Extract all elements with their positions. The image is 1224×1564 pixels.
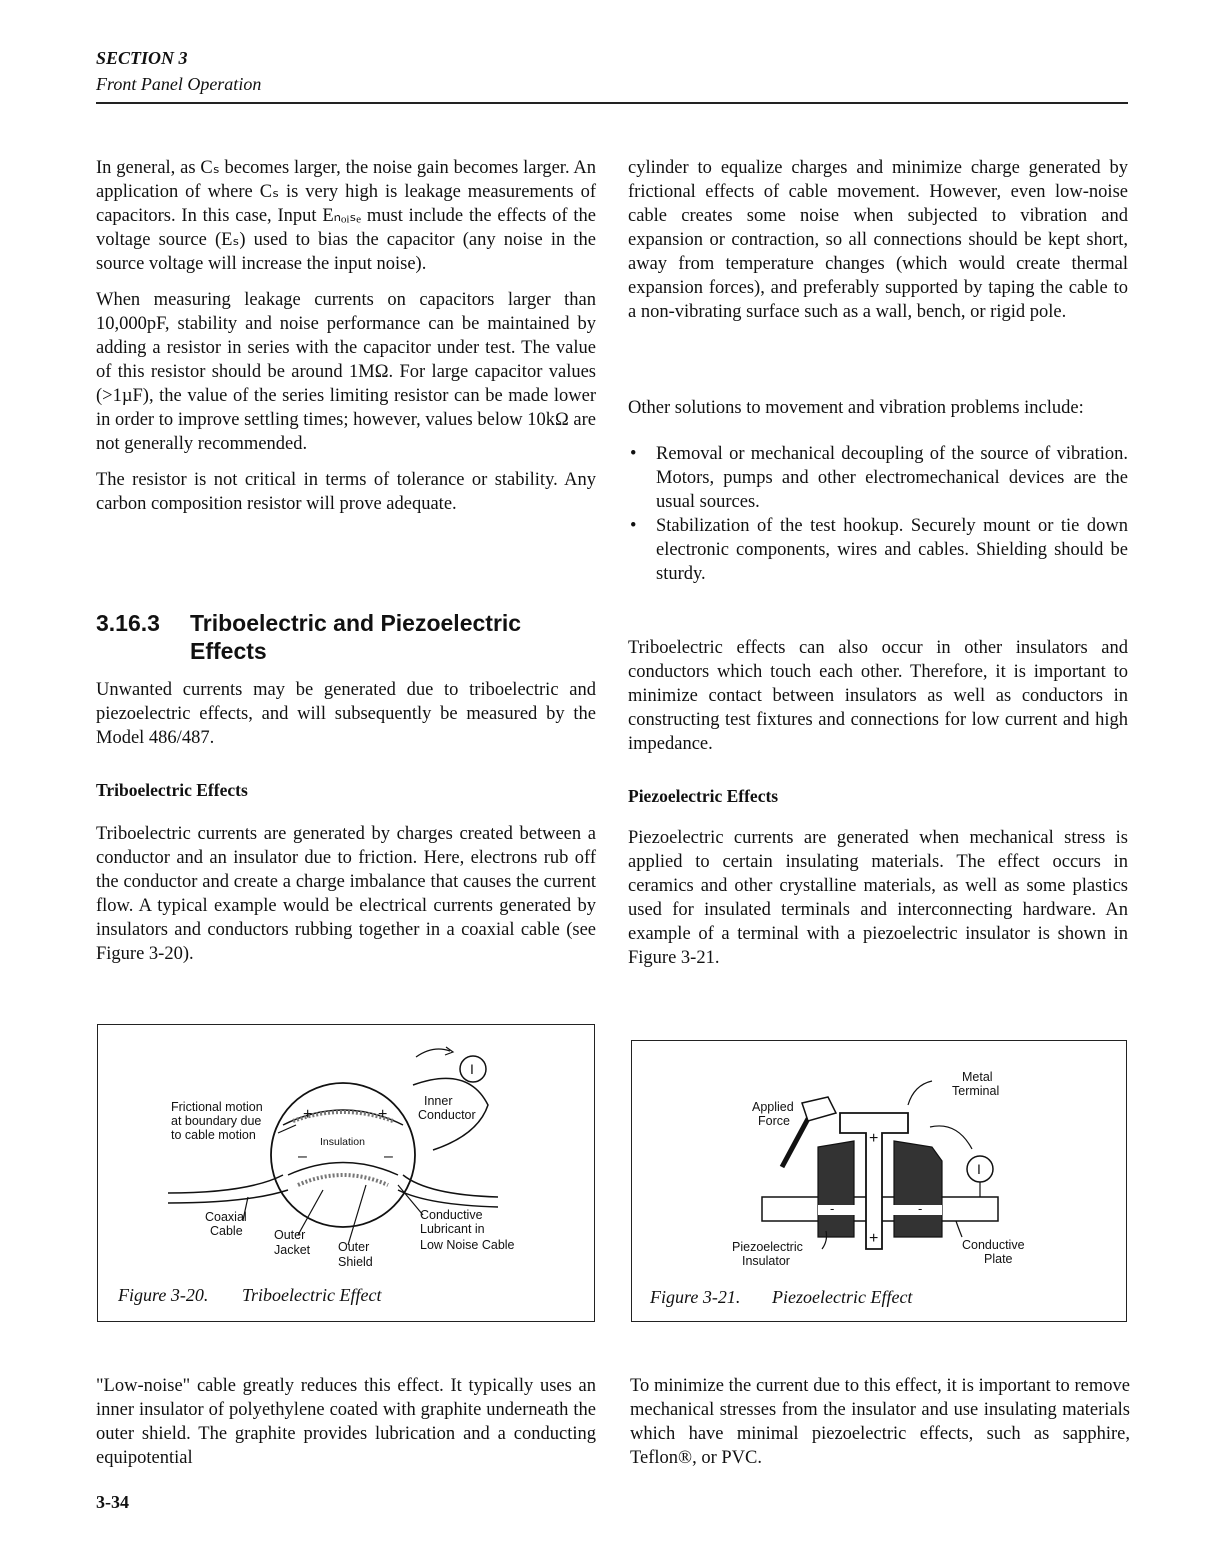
label-piezo-1: Piezoelectric [732,1240,803,1254]
leader-line [908,1081,932,1105]
section-heading-line2: Effects [190,638,267,664]
label-shield-1: Outer [338,1240,370,1254]
paragraph: Triboelectric currents are generated by charges created between a conductor and an insulator due to friction. Here, electrons rub off the conductor and create a charge imbalance that causes the current flow. A typical example would be electrical currents generated by insulators and conductors rubbing together in a coaxial cable (see Figure 3-20). [96,824,596,964]
label-friction-2: at boundary due [171,1114,262,1128]
current-label: I [470,1061,474,1077]
right-column-lower [628,826,1128,982]
label-metal-1: Metal [962,1070,993,1084]
plus-sign: + [378,1106,388,1123]
figure-caption-number: Figure 3-20. [118,1285,209,1305]
right-column-list [628,396,1128,598]
minus-sign: – [298,1148,307,1165]
figure-caption-title: Piezoelectric Effect [772,1287,913,1307]
paragraph: Other solutions to movement and vibration problems include: [628,398,1084,418]
bullet-text: Removal or mechanical decoupling of the source of vibration. Motors, pumps and other electromechanical devices are the usual sources. [656,444,1128,512]
label-coax-1: Coaxial [205,1210,247,1224]
insulator-right [894,1141,942,1237]
subheading-triboelectric: Triboelectric Effects [96,780,248,800]
leader-line [956,1221,962,1237]
paragraph: Piezoelectric currents are generated when mechanical stress is applied to certain insulating materials. The effect occurs in ceramics and other crystalline materials, as well as some plastics used for insulated terminals and interconnecting hardware. An example of a terminal with a piezoelectric insulator is shown in Figure 3-21. [628,828,1128,968]
label-lubricant-2: Lubricant in [420,1222,485,1236]
paragraph: When measuring leakage currents on capacitors larger than 10,000pF, stability and noise performance can be maintained by adding a resistor in series with the capacitor under test. The value of this resistor should be around 1MΩ. For large capacitor values (>1µF), the value of the series limiting resistor can be made lower in order to improve settling times; however, values below 10kΩ are not generally recommended. [96,290,596,454]
magnifier-circle [271,1083,415,1227]
label-friction-3: to cable motion [171,1128,256,1142]
subheading-piezoelectric: Piezoelectric Effects [628,786,779,806]
left-column-bottom [96,1374,596,1482]
paragraph: cylinder to equalize charges and minimize charge generated by frictional effects of cable movement. However, even low-noise cable creates some noise when subjected to vibration and expansion or contraction, so all connections should be kept short, away from temperature changes (which would create thermal expansion forces), and preferably supported by taping the cable to a non-vibrating surface such as a wall, bench, or rigid pole. [628,158,1128,322]
piezoelectric-diagram [632,1041,1126,1281]
label-inner-2: Conductor [418,1108,476,1122]
section-label: SECTION 3 [96,48,188,68]
right-subsection [628,786,1128,807]
insulator-left [818,1141,854,1237]
triboelectric-diagram [98,1025,594,1275]
label-friction-1: Frictional motion [171,1100,263,1114]
leader-line [278,1125,296,1133]
plus-sign: + [303,1106,313,1123]
list-item: • Removal or mechanical decoupling of the source of vibration. Motors, pumps and other electromechanical devices are the usual sources. [630,444,1128,512]
paragraph: Unwanted currents may be generated due to triboelectric and piezoelectric effects, and will subsequently be measured by the Model 486/487. [96,680,596,748]
label-plate-1: Conductive [962,1238,1025,1252]
left-column-top [96,156,596,528]
label-force-2: Force [758,1114,790,1128]
paragraph: Triboelectric effects can also occur in other insulators and conductors which touch each other. Therefore, it is important to minimize contact between insulators as well as conductors in constructing test fixtures and connections for low current and high impedance. [628,638,1128,754]
label-jacket-1: Outer [274,1228,306,1242]
header-rule [96,102,1128,104]
hammer-head-icon [802,1097,836,1121]
paragraph: "Low-noise" cable greatly reduces this effect. It typically uses an inner insulator of polyethylene coated with graphite underneath the outer shield. The graphite provides lubrication and a conducting equipotential [96,1376,596,1468]
lubricant-arc [298,1175,388,1185]
label-inner-1: Inner [424,1094,453,1108]
paragraph: The resistor is not critical in terms of tolerance or stability. Any carbon composition resistor will prove adequate. [96,470,596,514]
section-heading-line1: Triboelectric and Piezoelectric [190,610,522,636]
figure-3-20 [97,1024,595,1322]
label-coax-2: Cable [210,1224,243,1238]
list-item: • Stabilization of the test hookup. Securely mount or tie down electronic components, wires and cables. Shielding should be sturdy. [630,516,1128,584]
label-lubricant-1: Conductive [420,1208,483,1222]
figure-caption-number: Figure 3-21. [650,1287,741,1307]
paragraph: In general, as Cₛ becomes larger, the noise gain becomes larger. An application of where Cₛ is very high is leakage measurements of capacitors. In this case, Input Eₙₒᵢₛₑ must include the effects of the voltage source (Eₛ) used to bias the capacitor (any noise in the source voltage will increase the input noise). [96,158,596,274]
figure-caption-title: Triboelectric Effect [242,1285,382,1305]
page-number: 3-34 [96,1492,129,1512]
bullet-list [628,442,1128,586]
left-subsection [96,780,596,801]
current-arrow-icon [930,1126,972,1149]
right-column-top [628,156,1128,336]
current-arrow-icon [416,1049,450,1057]
leader-line [348,1185,366,1245]
minus-sign: - [918,1201,923,1216]
label-insulation: Insulation [320,1136,365,1148]
cable-outline [168,1190,288,1203]
label-lubricant-3: Low Noise Cable [420,1238,515,1252]
minus-sign: - [830,1201,835,1216]
label-shield-2: Shield [338,1255,373,1269]
plus-sign: + [869,1230,879,1247]
label-jacket-2: Jacket [274,1243,311,1257]
plus-sign: + [869,1130,879,1147]
right-column-bottom [630,1374,1130,1482]
label-plate-2: Plate [984,1252,1013,1266]
current-label: I [977,1161,981,1177]
section-subtitle: Front Panel Operation [96,74,262,94]
label-force-1: Applied [752,1100,794,1114]
paragraph: To minimize the current due to this effect, it is important to remove mechanical stresses from the insulator and use insulating materials which have minimal piezoelectric effects, such as sapphire, Teflon®, or PVC. [630,1376,1130,1468]
cable-outline [403,1175,498,1197]
label-piezo-2: Insulator [742,1254,790,1268]
bullet-text: Stabilization of the test hookup. Securely mount or tie down electronic components, wires and cables. Shielding should be sturdy. [656,516,1128,584]
cable-outline [168,1175,283,1193]
left-column-middle [96,678,596,762]
figure-3-21 [631,1040,1127,1322]
label-metal-2: Terminal [952,1084,1000,1098]
section-heading-number: 3.16.3 [96,610,160,636]
minus-sign: – [384,1148,393,1165]
left-column-lower [96,822,596,978]
right-column-middle [628,636,1128,768]
